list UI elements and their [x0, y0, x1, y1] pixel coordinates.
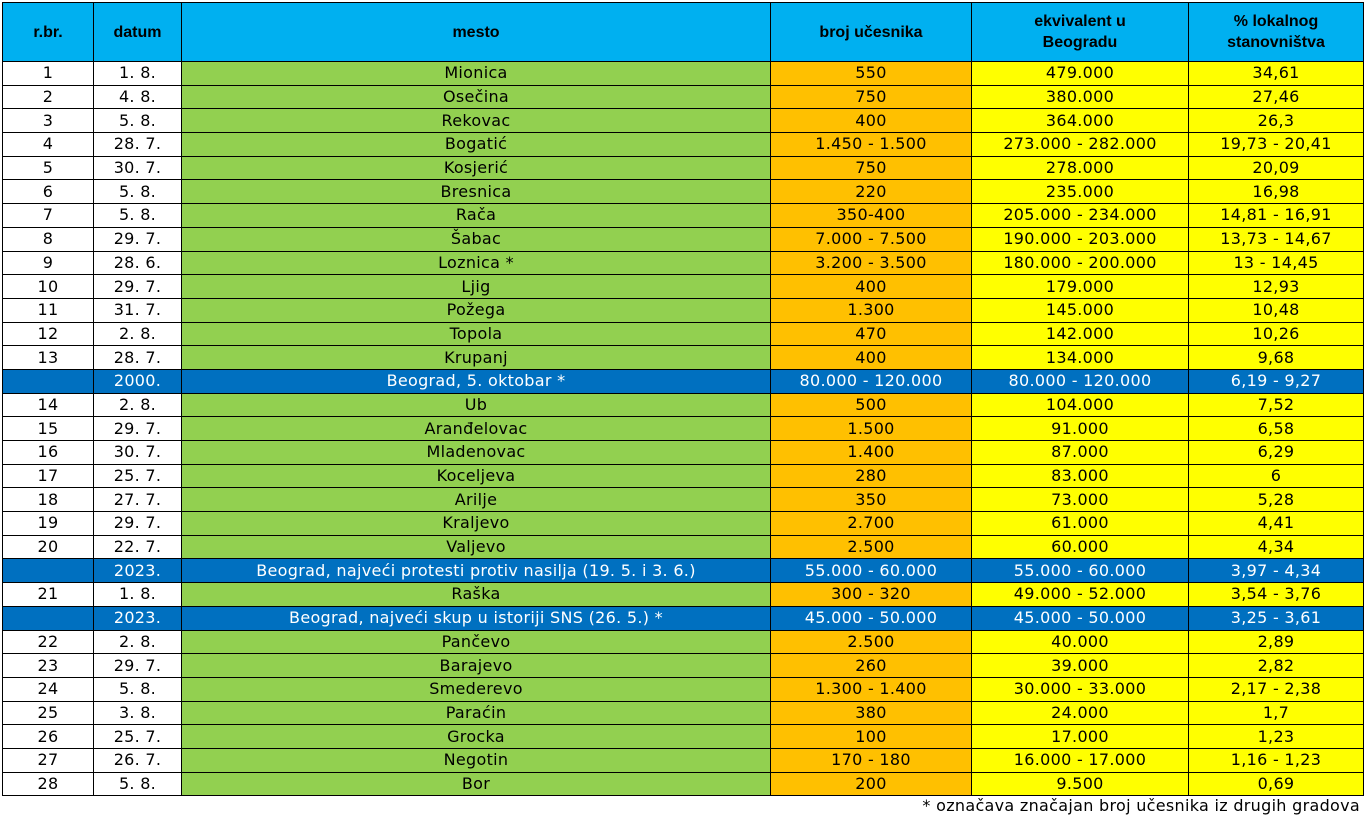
- cell-place: Ljig: [182, 275, 771, 299]
- cell-place: Požega: [182, 298, 771, 322]
- header-count: broj učesnika: [771, 3, 972, 62]
- cell-nr: 8: [3, 227, 94, 251]
- table-row: [3, 204, 1364, 228]
- cell-date: 30. 7.: [94, 441, 182, 465]
- cell-nr: 4: [3, 133, 94, 157]
- header-date: datum: [94, 3, 182, 62]
- table-row: [3, 464, 1364, 488]
- cell-percent: 5,28: [1189, 488, 1364, 512]
- cell-date: 25. 7.: [94, 464, 182, 488]
- cell-date: 29. 7.: [94, 275, 182, 299]
- cell-nr: 20: [3, 535, 94, 559]
- cell-nr: 3: [3, 109, 94, 133]
- cell-equivalent: 205.000 - 234.000: [972, 204, 1189, 228]
- table-row: [3, 180, 1364, 204]
- cell-nr: 24: [3, 677, 94, 701]
- cell-nr: 16: [3, 441, 94, 465]
- cell-date: 4. 8.: [94, 85, 182, 109]
- cell-percent: 19,73 - 20,41: [1189, 133, 1364, 157]
- table-row: [3, 275, 1364, 299]
- cell-equivalent: 40.000: [972, 630, 1189, 654]
- cell-nr: 6: [3, 180, 94, 204]
- cell-count: 1.400: [771, 441, 972, 465]
- cell-nr: 15: [3, 417, 94, 441]
- cell-count: 170 - 180: [771, 748, 972, 772]
- cell-date: 1. 8.: [94, 583, 182, 607]
- cell-place: Mladenovac: [182, 441, 771, 465]
- cell-nr: 19: [3, 512, 94, 536]
- cell-count: 400: [771, 109, 972, 133]
- cell-count: 350-400: [771, 204, 972, 228]
- cell-percent: 2,82: [1189, 654, 1364, 678]
- cell-equivalent: 45.000 - 50.000: [972, 606, 1189, 630]
- cell-count: 1.300 - 1.400: [771, 677, 972, 701]
- cell-count: 200: [771, 772, 972, 796]
- table-row: [3, 535, 1364, 559]
- cell-nr: 27: [3, 748, 94, 772]
- cell-percent: 2,17 - 2,38: [1189, 677, 1364, 701]
- cell-place: Loznica *: [182, 251, 771, 275]
- cell-nr: [3, 369, 94, 393]
- cell-place: Šabac: [182, 227, 771, 251]
- cell-place: Ub: [182, 393, 771, 417]
- cell-date: 31. 7.: [94, 298, 182, 322]
- table-row: [3, 133, 1364, 157]
- cell-count: 2.500: [771, 630, 972, 654]
- cell-percent: 3,97 - 4,34: [1189, 559, 1364, 583]
- table-row: [3, 772, 1364, 796]
- cell-date: 2000.: [94, 369, 182, 393]
- cell-equivalent: 73.000: [972, 488, 1189, 512]
- cell-percent: 9,68: [1189, 346, 1364, 370]
- cell-percent: 3,25 - 3,61: [1189, 606, 1364, 630]
- cell-date: 26. 7.: [94, 748, 182, 772]
- table-row: [3, 725, 1364, 749]
- cell-date: 29. 7.: [94, 654, 182, 678]
- cell-date: 29. 7.: [94, 512, 182, 536]
- cell-equivalent: 104.000: [972, 393, 1189, 417]
- table-row: [3, 583, 1364, 607]
- header-equivalent-line2: Beogradu: [1042, 34, 1118, 51]
- cell-nr: 21: [3, 583, 94, 607]
- cell-nr: 26: [3, 725, 94, 749]
- cell-equivalent: 145.000: [972, 298, 1189, 322]
- table-body: [3, 62, 1364, 796]
- table-row: [3, 251, 1364, 275]
- cell-equivalent: 9.500: [972, 772, 1189, 796]
- cell-equivalent: 180.000 - 200.000: [972, 251, 1189, 275]
- cell-place: Pančevo: [182, 630, 771, 654]
- cell-percent: 26,3: [1189, 109, 1364, 133]
- cell-equivalent: 55.000 - 60.000: [972, 559, 1189, 583]
- cell-equivalent: 380.000: [972, 85, 1189, 109]
- cell-count: 1.500: [771, 417, 972, 441]
- cell-percent: 10,48: [1189, 298, 1364, 322]
- cell-percent: 1,23: [1189, 725, 1364, 749]
- cell-nr: 12: [3, 322, 94, 346]
- cell-place: Bor: [182, 772, 771, 796]
- header-percent-line1: % lokalnog: [1233, 13, 1319, 30]
- cell-equivalent: 179.000: [972, 275, 1189, 299]
- cell-place: Osečina: [182, 85, 771, 109]
- cell-percent: 0,69: [1189, 772, 1364, 796]
- cell-count: 100: [771, 725, 972, 749]
- cell-date: 5. 8.: [94, 204, 182, 228]
- cell-place: Smederevo: [182, 677, 771, 701]
- cell-date: 2023.: [94, 606, 182, 630]
- table-row: [3, 62, 1364, 86]
- cell-equivalent: 134.000: [972, 346, 1189, 370]
- cell-nr: 23: [3, 654, 94, 678]
- cell-count: 1.450 - 1.500: [771, 133, 972, 157]
- header-equivalent-line1: ekvivalent u: [1034, 13, 1126, 30]
- cell-equivalent: 87.000: [972, 441, 1189, 465]
- table-row: [3, 701, 1364, 725]
- cell-percent: 6: [1189, 464, 1364, 488]
- cell-place: Arilje: [182, 488, 771, 512]
- table-row: [3, 156, 1364, 180]
- table-row: [3, 654, 1364, 678]
- table-row: [3, 322, 1364, 346]
- cell-place: Kraljevo: [182, 512, 771, 536]
- cell-nr: 22: [3, 630, 94, 654]
- cell-equivalent: 273.000 - 282.000: [972, 133, 1189, 157]
- cell-percent: 2,89: [1189, 630, 1364, 654]
- cell-date: 30. 7.: [94, 156, 182, 180]
- cell-percent: 27,46: [1189, 85, 1364, 109]
- header-percent: [1189, 3, 1364, 62]
- cell-date: 29. 7.: [94, 227, 182, 251]
- cell-equivalent: 17.000: [972, 725, 1189, 749]
- cell-place: Raška: [182, 583, 771, 607]
- cell-percent: 14,81 - 16,91: [1189, 204, 1364, 228]
- cell-nr: 14: [3, 393, 94, 417]
- cell-percent: 1,16 - 1,23: [1189, 748, 1364, 772]
- table-row: [3, 346, 1364, 370]
- cell-percent: 20,09: [1189, 156, 1364, 180]
- cell-count: 45.000 - 50.000: [771, 606, 972, 630]
- cell-count: 260: [771, 654, 972, 678]
- cell-percent: 6,19 - 9,27: [1189, 369, 1364, 393]
- cell-nr: 18: [3, 488, 94, 512]
- cell-place: Topola: [182, 322, 771, 346]
- cell-equivalent: 278.000: [972, 156, 1189, 180]
- cell-count: 280: [771, 464, 972, 488]
- footnote: * označava značajan broj učesnika iz drugih gradova: [922, 796, 1360, 815]
- table-row: [3, 512, 1364, 536]
- table-row-highlight: [3, 606, 1364, 630]
- cell-equivalent: 83.000: [972, 464, 1189, 488]
- table-row: [3, 488, 1364, 512]
- cell-nr: 7: [3, 204, 94, 228]
- cell-place: Paraćin: [182, 701, 771, 725]
- cell-equivalent: 91.000: [972, 417, 1189, 441]
- cell-place: Koceljeva: [182, 464, 771, 488]
- cell-percent: 4,34: [1189, 535, 1364, 559]
- cell-date: 28. 6.: [94, 251, 182, 275]
- cell-date: 28. 7.: [94, 133, 182, 157]
- cell-percent: 3,54 - 3,76: [1189, 583, 1364, 607]
- cell-place: Aranđelovac: [182, 417, 771, 441]
- table-row: [3, 393, 1364, 417]
- protest-table: [2, 2, 1364, 796]
- cell-place: Beograd, najveći protesti protiv nasilja (19. 5. i 3. 6.): [182, 559, 771, 583]
- cell-count: 2.500: [771, 535, 972, 559]
- cell-place: Mionica: [182, 62, 771, 86]
- cell-date: 5. 8.: [94, 677, 182, 701]
- header-row: [3, 3, 1364, 62]
- cell-place: Rača: [182, 204, 771, 228]
- table-row: [3, 298, 1364, 322]
- cell-percent: 6,58: [1189, 417, 1364, 441]
- cell-place: Barajevo: [182, 654, 771, 678]
- cell-nr: 10: [3, 275, 94, 299]
- cell-nr: 28: [3, 772, 94, 796]
- cell-count: 55.000 - 60.000: [771, 559, 972, 583]
- cell-count: 470: [771, 322, 972, 346]
- table-row: [3, 441, 1364, 465]
- cell-nr: 5: [3, 156, 94, 180]
- cell-percent: 12,93: [1189, 275, 1364, 299]
- cell-equivalent: 61.000: [972, 512, 1189, 536]
- table-row: [3, 85, 1364, 109]
- cell-equivalent: 142.000: [972, 322, 1189, 346]
- cell-percent: 10,26: [1189, 322, 1364, 346]
- header-equivalent: [972, 3, 1189, 62]
- cell-date: 2. 8.: [94, 393, 182, 417]
- cell-date: 29. 7.: [94, 417, 182, 441]
- cell-equivalent: 190.000 - 203.000: [972, 227, 1189, 251]
- cell-place: Beograd, 5. oktobar *: [182, 369, 771, 393]
- cell-date: 2023.: [94, 559, 182, 583]
- table-row: [3, 677, 1364, 701]
- cell-percent: 1,7: [1189, 701, 1364, 725]
- cell-count: 400: [771, 275, 972, 299]
- cell-nr: [3, 606, 94, 630]
- cell-percent: 34,61: [1189, 62, 1364, 86]
- cell-place: Negotin: [182, 748, 771, 772]
- cell-count: 350: [771, 488, 972, 512]
- cell-percent: 4,41: [1189, 512, 1364, 536]
- cell-nr: 2: [3, 85, 94, 109]
- cell-place: Grocka: [182, 725, 771, 749]
- cell-percent: 7,52: [1189, 393, 1364, 417]
- cell-place: Bogatić: [182, 133, 771, 157]
- cell-date: 1. 8.: [94, 62, 182, 86]
- cell-count: 2.700: [771, 512, 972, 536]
- cell-nr: 17: [3, 464, 94, 488]
- cell-equivalent: 80.000 - 120.000: [972, 369, 1189, 393]
- table-row-highlight: [3, 369, 1364, 393]
- cell-date: 22. 7.: [94, 535, 182, 559]
- table-row: [3, 630, 1364, 654]
- cell-date: 5. 8.: [94, 772, 182, 796]
- cell-place: Krupanj: [182, 346, 771, 370]
- cell-equivalent: 49.000 - 52.000: [972, 583, 1189, 607]
- cell-count: 400: [771, 346, 972, 370]
- cell-percent: 6,29: [1189, 441, 1364, 465]
- cell-place: Rekovac: [182, 109, 771, 133]
- cell-date: 2. 8.: [94, 322, 182, 346]
- cell-nr: 9: [3, 251, 94, 275]
- cell-equivalent: 24.000: [972, 701, 1189, 725]
- table-row: [3, 109, 1364, 133]
- cell-date: 25. 7.: [94, 725, 182, 749]
- cell-place: Bresnica: [182, 180, 771, 204]
- cell-nr: 13: [3, 346, 94, 370]
- cell-count: 750: [771, 85, 972, 109]
- cell-equivalent: 60.000: [972, 535, 1189, 559]
- cell-count: 7.000 - 7.500: [771, 227, 972, 251]
- cell-percent: 13 - 14,45: [1189, 251, 1364, 275]
- cell-date: 5. 8.: [94, 109, 182, 133]
- cell-nr: 11: [3, 298, 94, 322]
- cell-count: 380: [771, 701, 972, 725]
- cell-equivalent: 364.000: [972, 109, 1189, 133]
- cell-count: 750: [771, 156, 972, 180]
- header-place: mesto: [182, 3, 771, 62]
- cell-count: 550: [771, 62, 972, 86]
- cell-count: 500: [771, 393, 972, 417]
- cell-equivalent: 39.000: [972, 654, 1189, 678]
- table-row-highlight: [3, 559, 1364, 583]
- cell-equivalent: 235.000: [972, 180, 1189, 204]
- cell-count: 80.000 - 120.000: [771, 369, 972, 393]
- cell-equivalent: 30.000 - 33.000: [972, 677, 1189, 701]
- cell-percent: 13,73 - 14,67: [1189, 227, 1364, 251]
- cell-equivalent: 16.000 - 17.000: [972, 748, 1189, 772]
- cell-date: 28. 7.: [94, 346, 182, 370]
- cell-date: 5. 8.: [94, 180, 182, 204]
- cell-date: 2. 8.: [94, 630, 182, 654]
- cell-date: 3. 8.: [94, 701, 182, 725]
- header-percent-line2: stanovništva: [1227, 34, 1325, 51]
- cell-nr: [3, 559, 94, 583]
- table-row: [3, 748, 1364, 772]
- cell-date: 27. 7.: [94, 488, 182, 512]
- cell-count: 220: [771, 180, 972, 204]
- cell-place: Valjevo: [182, 535, 771, 559]
- cell-place: Kosjerić: [182, 156, 771, 180]
- cell-nr: 1: [3, 62, 94, 86]
- table-row: [3, 227, 1364, 251]
- cell-count: 1.300: [771, 298, 972, 322]
- cell-percent: 16,98: [1189, 180, 1364, 204]
- cell-equivalent: 479.000: [972, 62, 1189, 86]
- cell-count: 3.200 - 3.500: [771, 251, 972, 275]
- header-nr: r.br.: [3, 3, 94, 62]
- cell-count: 300 - 320: [771, 583, 972, 607]
- cell-nr: 25: [3, 701, 94, 725]
- cell-place: Beograd, najveći skup u istoriji SNS (26. 5.) *: [182, 606, 771, 630]
- table-row: [3, 417, 1364, 441]
